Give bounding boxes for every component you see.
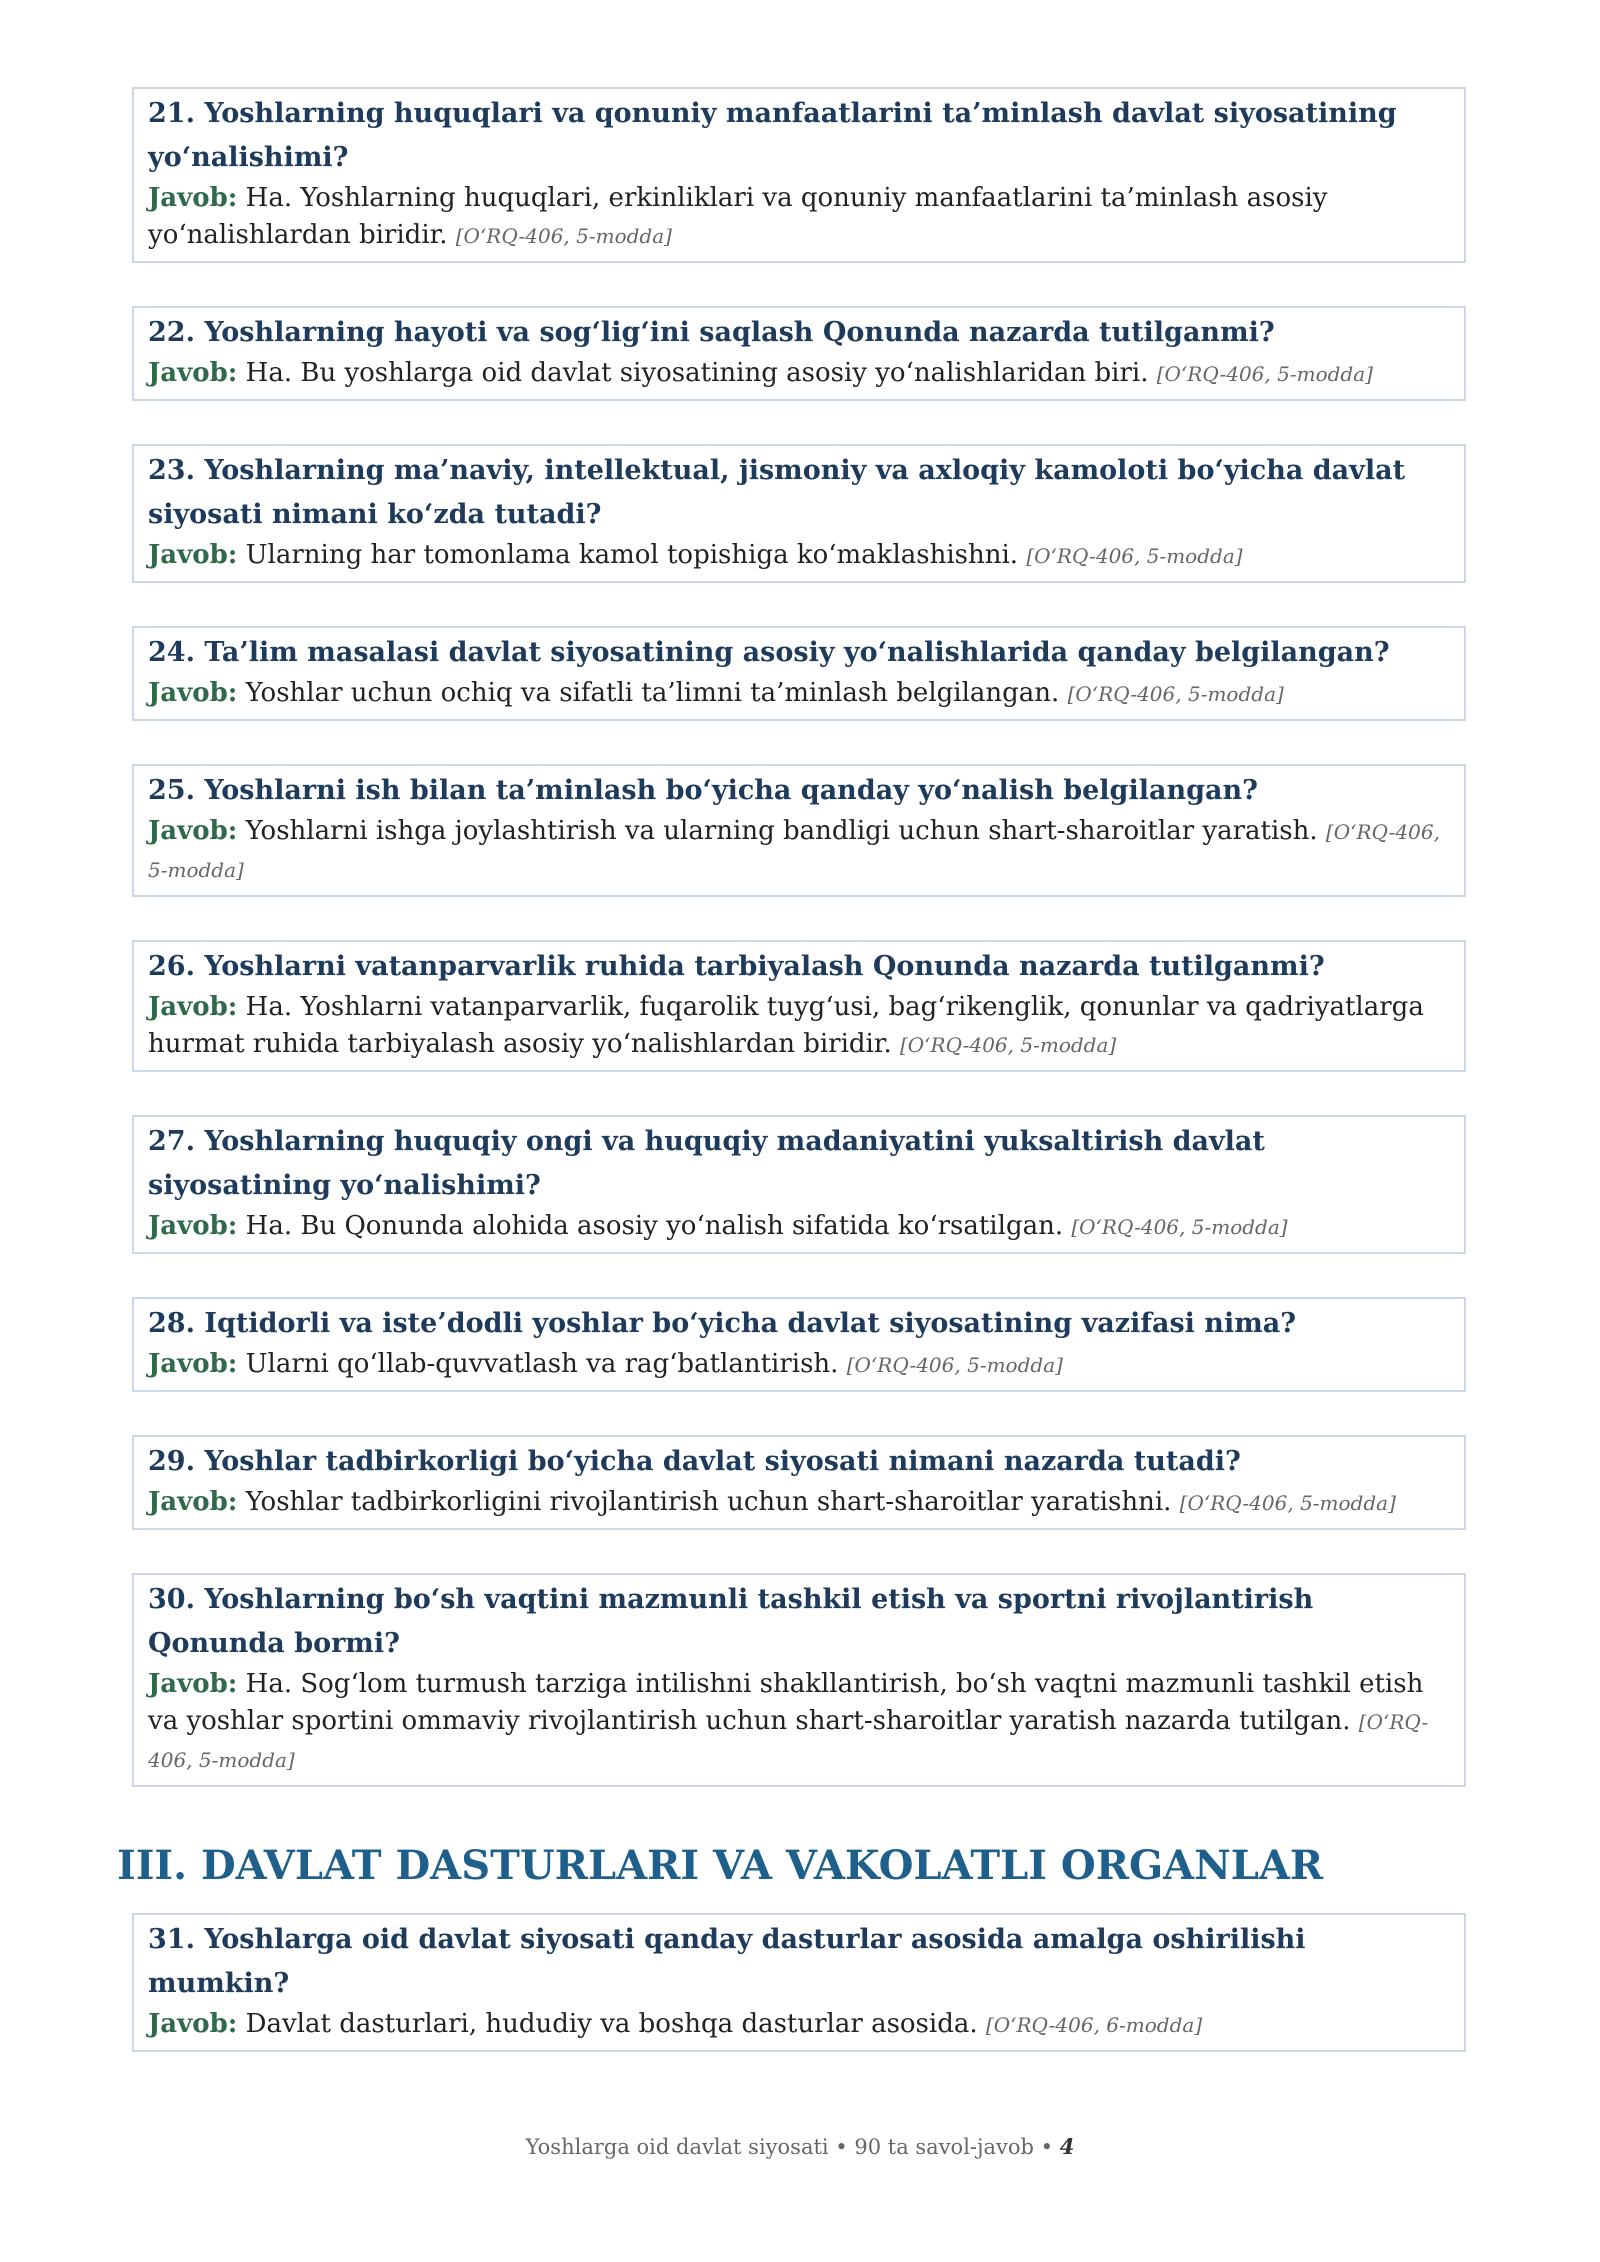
answer bbox=[148, 1346, 1450, 1384]
law-reference: [O‘RQ-406, 5-modda] bbox=[899, 1033, 1117, 1057]
answer-label: Javob: bbox=[148, 358, 238, 388]
answer-text: Yoshlarni ishga joylashtirish va ularning bandligi uchun shart-sharoitlar yaratish. bbox=[245, 816, 1318, 846]
qa-block bbox=[132, 87, 1466, 263]
answer-text: Yoshlar uchun ochiq va sifatli ta’limni ta’minlash belgilangan. bbox=[245, 678, 1060, 708]
answer-text: Ularning har tomonlama kamol topishiga ko‘maklashishni. bbox=[245, 540, 1019, 570]
footer-text: Yoshlarga oid davlat siyosati • 90 ta savol-javob • bbox=[525, 2135, 1054, 2159]
answer bbox=[148, 813, 1450, 889]
answer-text: Ularni qo‘llab-quvvatlash va rag‘batlantirish. bbox=[245, 1349, 839, 1379]
qa-block bbox=[132, 626, 1466, 721]
section-title: III. DAVLAT DASTURLARI VA VAKOLATLI ORGANLAR bbox=[117, 1842, 1324, 1889]
question: 22. Yoshlarning hayoti va sog‘lig‘ini saqlash Qonunda nazarda tutilganmi? bbox=[148, 317, 1275, 348]
answer bbox=[148, 2006, 1450, 2044]
question: 28. Iqtidorli va iste’dodli yoshlar bo‘yicha davlat siyosatining vazifasi nima? bbox=[148, 1308, 1297, 1339]
qa-block bbox=[132, 1913, 1466, 2052]
answer bbox=[148, 180, 1450, 255]
answer-label: Javob: bbox=[148, 2009, 238, 2039]
section-qa-list bbox=[0, 1913, 1600, 2052]
answer-label: Javob: bbox=[148, 1487, 238, 1517]
answer bbox=[148, 1484, 1450, 1522]
qa-block bbox=[132, 1115, 1466, 1254]
answer bbox=[148, 1208, 1450, 1246]
question: 31. Yoshlarga oid davlat siyosati qanday dasturlar asosida amalga oshirilishi mumkin? bbox=[148, 1924, 1306, 1999]
qa-block bbox=[132, 764, 1466, 897]
question: 29. Yoshlar tadbirkorligi bo‘yicha davlat siyosati nimani nazarda tutadi? bbox=[148, 1446, 1241, 1477]
answer-label: Javob: bbox=[148, 540, 238, 570]
law-reference: [O‘RQ-406, 5-modda] bbox=[455, 224, 672, 248]
answer bbox=[148, 675, 1450, 713]
answer-text: Yoshlar tadbirkorligini rivojlantirish uchun shart-sharoitlar yaratishni. bbox=[245, 1487, 1172, 1517]
answer-text: Ha. Bu yoshlarga oid davlat siyosatining asosiy yo‘nalishlaridan biri. bbox=[245, 358, 1149, 388]
answer-text: Ha. Yoshlarni vatanparvarlik, fuqarolik tuyg‘usi, bag‘rikenglik, qonunlar va qadriyatlarga hurmat ruhida tarbiyalash asosiy yo‘nalishlardan biridir. bbox=[148, 992, 1424, 1059]
answer-text: Ha. Yoshlarning huquqlari, erkinliklari va qonuniy manfaatlarini ta’minlash asosiy yo‘nalishlardan biridir. bbox=[148, 183, 1328, 250]
law-reference: [O‘RQ-406, 5-modda] bbox=[1071, 1215, 1288, 1239]
answer-label: Javob: bbox=[148, 992, 238, 1022]
answer bbox=[148, 989, 1450, 1064]
question: 30. Yoshlarning bo‘sh vaqtini mazmunli tashkil etish va sportni rivojlantirish Qonunda bormi? bbox=[148, 1584, 1314, 1659]
qa-block bbox=[132, 940, 1466, 1072]
law-reference: [O‘RQ-406, 5-modda] bbox=[1179, 1491, 1396, 1515]
qa-block bbox=[132, 444, 1466, 583]
question: 26. Yoshlarni vatanparvarlik ruhida tarbiyalash Qonunda nazarda tutilganmi? bbox=[148, 951, 1325, 982]
qa-block bbox=[132, 1435, 1466, 1530]
law-reference: [O‘RQ-406, 5-modda] bbox=[1067, 682, 1284, 706]
answer-text: Davlat dasturlari, hududiy va boshqa dasturlar asosida. bbox=[245, 2009, 978, 2039]
law-reference: [O‘RQ-406, 5-modda] bbox=[148, 1710, 1429, 1772]
question: 24. Ta’lim masalasi davlat siyosatining asosiy yo‘nalishlarida qanday belgilangan? bbox=[148, 637, 1390, 668]
answer bbox=[148, 355, 1450, 393]
law-reference: [O‘RQ-406, 5-modda] bbox=[1026, 544, 1243, 568]
page-content bbox=[0, 87, 1600, 2052]
answer-label: Javob: bbox=[148, 1349, 238, 1379]
answer-text: Ha. Sog‘lom turmush tarziga intilishni shakllantirish, bo‘sh vaqtni mazmunli tashkil etish va yoshlar sportini ommaviy rivojlantirish uchun shart-sharoitlar yaratish nazarda tutilgan. bbox=[148, 1669, 1424, 1736]
question: 27. Yoshlarning huquqiy ongi va huquqiy madaniyatini yuksaltirish davlat siyosatining yo‘nalishimi? bbox=[148, 1126, 1265, 1201]
question: 25. Yoshlarni ish bilan ta’minlash bo‘yicha qanday yo‘nalish belgilangan? bbox=[148, 775, 1258, 806]
qa-block bbox=[132, 1573, 1466, 1787]
answer-label: Javob: bbox=[148, 678, 238, 708]
law-reference: [O‘RQ-406, 5-modda] bbox=[148, 820, 1440, 882]
qa-block bbox=[132, 306, 1466, 401]
qa-block bbox=[132, 1297, 1466, 1392]
answer-label: Javob: bbox=[148, 1669, 238, 1699]
answer-label: Javob: bbox=[148, 816, 238, 846]
law-reference: [O‘RQ-406, 6-modda] bbox=[985, 2013, 1203, 2037]
law-reference: [O‘RQ-406, 5-modda] bbox=[846, 1353, 1063, 1377]
answer-label: Javob: bbox=[148, 183, 238, 213]
question: 21. Yoshlarning huquqlari va qonuniy manfaatlarini ta’minlash davlat siyosatining yo‘nalishimi? bbox=[148, 98, 1397, 173]
answer-label: Javob: bbox=[148, 1211, 238, 1241]
answer bbox=[148, 537, 1450, 575]
answer bbox=[148, 1666, 1450, 1779]
question: 23. Yoshlarning ma’naviy, intellektual, jismoniy va axloqiy kamoloti bo‘yicha davlat siyosati nimani ko‘zda tutadi? bbox=[148, 455, 1406, 530]
page-footer bbox=[0, 2134, 1600, 2159]
page-number: 4 bbox=[1059, 2134, 1075, 2159]
qa-list bbox=[0, 87, 1600, 1787]
law-reference: [O‘RQ-406, 5-modda] bbox=[1156, 362, 1373, 386]
answer-text: Ha. Bu Qonunda alohida asosiy yo‘nalish sifatida ko‘rsatilgan. bbox=[245, 1211, 1064, 1241]
